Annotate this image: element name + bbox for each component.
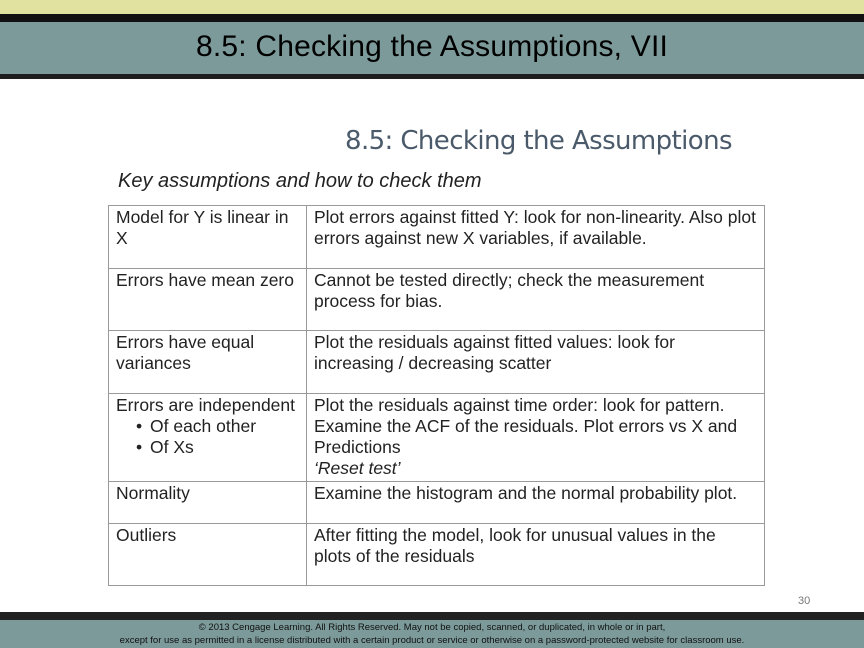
assumption-cell: Outliers [109, 524, 307, 586]
reset-test-note: ‘Reset test’ [314, 458, 401, 478]
top-accent-band [0, 0, 864, 14]
assumption-cell: Model for Y is linear in X [109, 206, 307, 269]
check-cell: Plot the residuals against fitted values: look for increasing / decreasing scatter [307, 331, 765, 394]
table-row [109, 206, 765, 269]
copyright-line-2: except for use as permitted in a license distributed with a certain product or service or otherwise on a password-protected website for classroom use. [119, 635, 745, 646]
copyright-line-1: © 2013 Cengage Learning. All Rights Reserved. May not be copied, scanned, or duplicated, in whole or in part, [198, 622, 666, 633]
sub-item-list [116, 416, 299, 458]
table-row [109, 394, 765, 482]
copyright-footer [0, 620, 864, 648]
title-bar [0, 22, 864, 79]
sub-item: • Of each other [136, 416, 299, 437]
page-number: 30 [798, 595, 811, 607]
assumption-cell [109, 394, 307, 482]
table-caption: Key assumptions and how to check them [118, 170, 482, 192]
sub-item: • Of Xs [136, 437, 299, 458]
assumptions-table [108, 205, 765, 586]
table-row [109, 482, 765, 524]
check-cell: Plot errors against fitted Y: look for non-linearity. Also plot errors against new X variables, if available. [307, 206, 765, 269]
assumption-cell: Normality [109, 482, 307, 524]
bottom-dark-band [0, 612, 864, 620]
check-cell [307, 394, 765, 482]
assumption-cell: Errors have mean zero [109, 269, 307, 331]
table-row [109, 269, 765, 331]
assumption-text: Errors are independent [116, 395, 295, 415]
slide-title: 8.5: Checking the Assumptions, VII [195, 30, 669, 63]
check-text: Plot the residuals against time order: look for pattern. Examine the ACF of the residuals. Plot errors vs X and Predictions [314, 395, 738, 457]
check-cell: Cannot be tested directly; check the measurement process for bias. [307, 269, 765, 331]
check-cell: Examine the histogram and the normal probability plot. [307, 482, 765, 524]
image-heading: 8.5: Checking the Assumptions [345, 126, 732, 156]
top-dark-band [0, 14, 864, 22]
check-cell: After fitting the model, look for unusual values in the plots of the residuals [307, 524, 765, 586]
assumption-cell: Errors have equal variances [109, 331, 307, 394]
table-row [109, 524, 765, 586]
table-row [109, 331, 765, 394]
